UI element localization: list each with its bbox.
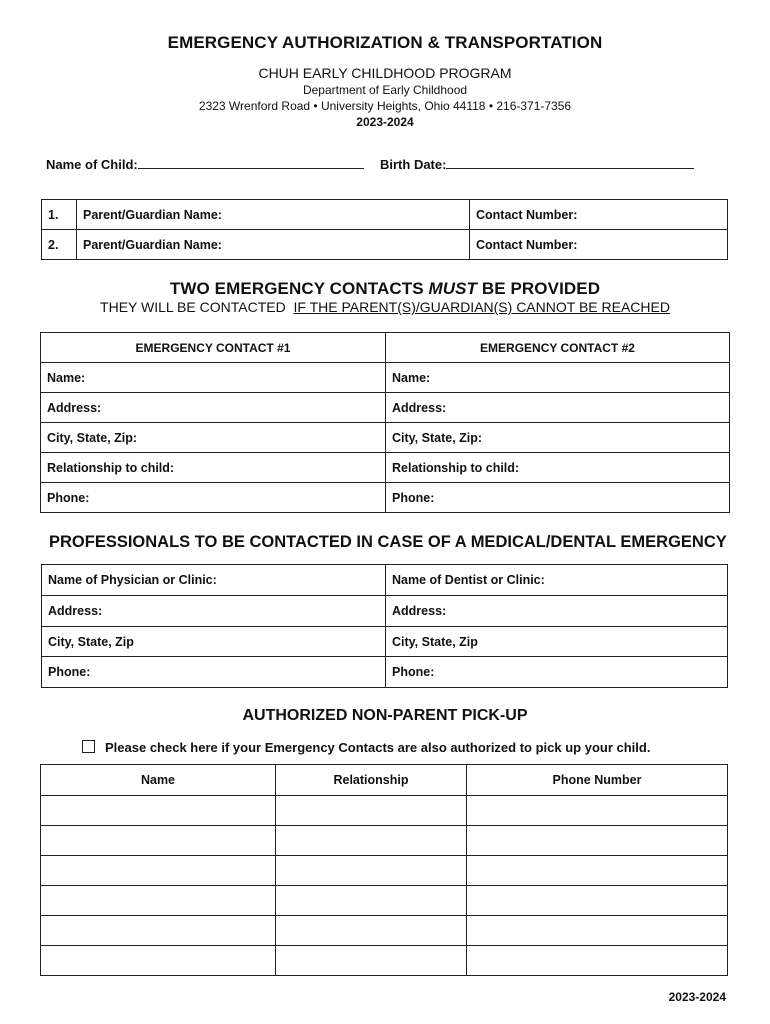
emergency-1-address[interactable]: Address: [41, 393, 386, 423]
birth-date-label: Birth Date: [380, 157, 447, 172]
emergency-sub-pre: THEY WILL BE CONTACTED [100, 299, 286, 315]
pickup-row [41, 826, 728, 856]
dentist-phone[interactable]: Phone: [386, 657, 728, 688]
pickup-heading: AUTHORIZED NON-PARENT PICK-UP [242, 707, 528, 724]
department-name: Department of Early Childhood [302, 83, 468, 97]
emergency-1-phone[interactable]: Phone: [41, 483, 386, 513]
emergency-header-row [41, 333, 730, 363]
pickup-phone-cell[interactable] [467, 946, 728, 976]
emergency-1-name[interactable]: Name: [41, 363, 386, 393]
school-year: 2023-2024 [356, 115, 414, 129]
parent-row-1 [42, 200, 728, 230]
pickup-checkbox-row [82, 740, 650, 755]
emergency-contact-1-header: EMERGENCY CONTACT #1 [41, 333, 386, 363]
emergency-row [41, 393, 730, 423]
birth-date-field[interactable] [446, 156, 694, 169]
emergency-sub-underlined: IF THE PARENT(S)/GUARDIAN(S) CANNOT BE REACHED [293, 299, 670, 315]
emergency-row [41, 483, 730, 513]
pickup-row [41, 946, 728, 976]
professional-row [42, 596, 728, 627]
pickup-name-cell[interactable] [41, 886, 276, 916]
pickup-row [41, 856, 728, 886]
parent-contact-cell[interactable]: Contact Number: [470, 200, 728, 230]
pickup-phone-cell[interactable] [467, 826, 728, 856]
emergency-row [41, 423, 730, 453]
child-name-field[interactable] [138, 156, 364, 169]
footer-year: 2023-2024 [668, 990, 726, 1004]
pickup-phone-cell[interactable] [467, 856, 728, 886]
pickup-phone-header: Phone Number [467, 765, 728, 796]
pickup-relationship-cell[interactable] [276, 856, 467, 886]
emergency-heading-post: BE PROVIDED [477, 279, 601, 298]
child-name-label: Name of Child: [46, 157, 138, 172]
parent-name-cell[interactable]: Parent/Guardian Name: [77, 200, 470, 230]
program-address: 2323 Wrenford Road • University Heights, Ohio 44118 • 216-371-7356 [198, 99, 572, 113]
pickup-relationship-header: Relationship [276, 765, 467, 796]
form-title: EMERGENCY AUTHORIZATION & TRANSPORTATION [167, 33, 603, 52]
emergency-row [41, 363, 730, 393]
pickup-name-header: Name [41, 765, 276, 796]
emergency-heading-must: MUST [428, 279, 478, 298]
pickup-relationship-cell[interactable] [276, 826, 467, 856]
professionals-heading: PROFESSIONALS TO BE CONTACTED IN CASE OF A MEDICAL/DENTAL EMERGENCY [49, 533, 727, 551]
emergency-subheading [0, 299, 770, 315]
pickup-name-cell[interactable] [41, 916, 276, 946]
emergency-heading [0, 279, 770, 299]
emergency-2-address[interactable]: Address: [386, 393, 730, 423]
dentist-city[interactable]: City, State, Zip [386, 627, 728, 657]
pickup-header-row [41, 765, 728, 796]
pickup-row [41, 916, 728, 946]
emergency-1-city[interactable]: City, State, Zip: [41, 423, 386, 453]
emergency-2-phone[interactable]: Phone: [386, 483, 730, 513]
pickup-phone-cell[interactable] [467, 796, 728, 826]
pickup-name-cell[interactable] [41, 826, 276, 856]
emergency-1-relationship[interactable]: Relationship to child: [41, 453, 386, 483]
pickup-table [40, 764, 728, 976]
physician-name[interactable]: Name of Physician or Clinic: [42, 565, 386, 596]
program-name: CHUH EARLY CHILDHOOD PROGRAM [258, 65, 512, 81]
parent-name-cell[interactable]: Parent/Guardian Name: [77, 230, 470, 260]
pickup-phone-cell[interactable] [467, 916, 728, 946]
emergency-2-name[interactable]: Name: [386, 363, 730, 393]
birth-date-row [380, 156, 694, 172]
child-name-row [46, 156, 364, 172]
professional-row [42, 657, 728, 688]
pickup-checkbox-label: Please check here if your Emergency Contacts are also authorized to pick up your child. [105, 740, 651, 755]
pickup-relationship-cell[interactable] [276, 796, 467, 826]
professional-row [42, 565, 728, 596]
emergency-contact-2-header: EMERGENCY CONTACT #2 [386, 333, 730, 363]
emergency-heading-pre: TWO EMERGENCY CONTACTS [169, 279, 429, 298]
parent-row-number: 1. [42, 200, 77, 230]
pickup-relationship-cell[interactable] [276, 916, 467, 946]
professional-row [42, 627, 728, 657]
parent-row-number: 2. [42, 230, 77, 260]
pickup-phone-cell[interactable] [467, 886, 728, 916]
emergency-2-relationship[interactable]: Relationship to child: [386, 453, 730, 483]
pickup-row [41, 796, 728, 826]
parent-guardian-table [41, 199, 728, 260]
parent-row-2 [42, 230, 728, 260]
pickup-row [41, 886, 728, 916]
emergency-row [41, 453, 730, 483]
physician-city[interactable]: City, State, Zip [42, 627, 386, 657]
physician-phone[interactable]: Phone: [42, 657, 386, 688]
dentist-name[interactable]: Name of Dentist or Clinic: [386, 565, 728, 596]
parent-contact-cell[interactable]: Contact Number: [470, 230, 728, 260]
pickup-authorization-checkbox[interactable] [82, 740, 95, 753]
pickup-relationship-cell[interactable] [276, 886, 467, 916]
pickup-name-cell[interactable] [41, 796, 276, 826]
dentist-address[interactable]: Address: [386, 596, 728, 627]
physician-address[interactable]: Address: [42, 596, 386, 627]
emergency-2-city[interactable]: City, State, Zip: [386, 423, 730, 453]
emergency-contacts-table [40, 332, 730, 513]
pickup-relationship-cell[interactable] [276, 946, 467, 976]
professionals-table [41, 564, 728, 688]
pickup-name-cell[interactable] [41, 946, 276, 976]
pickup-name-cell[interactable] [41, 856, 276, 886]
